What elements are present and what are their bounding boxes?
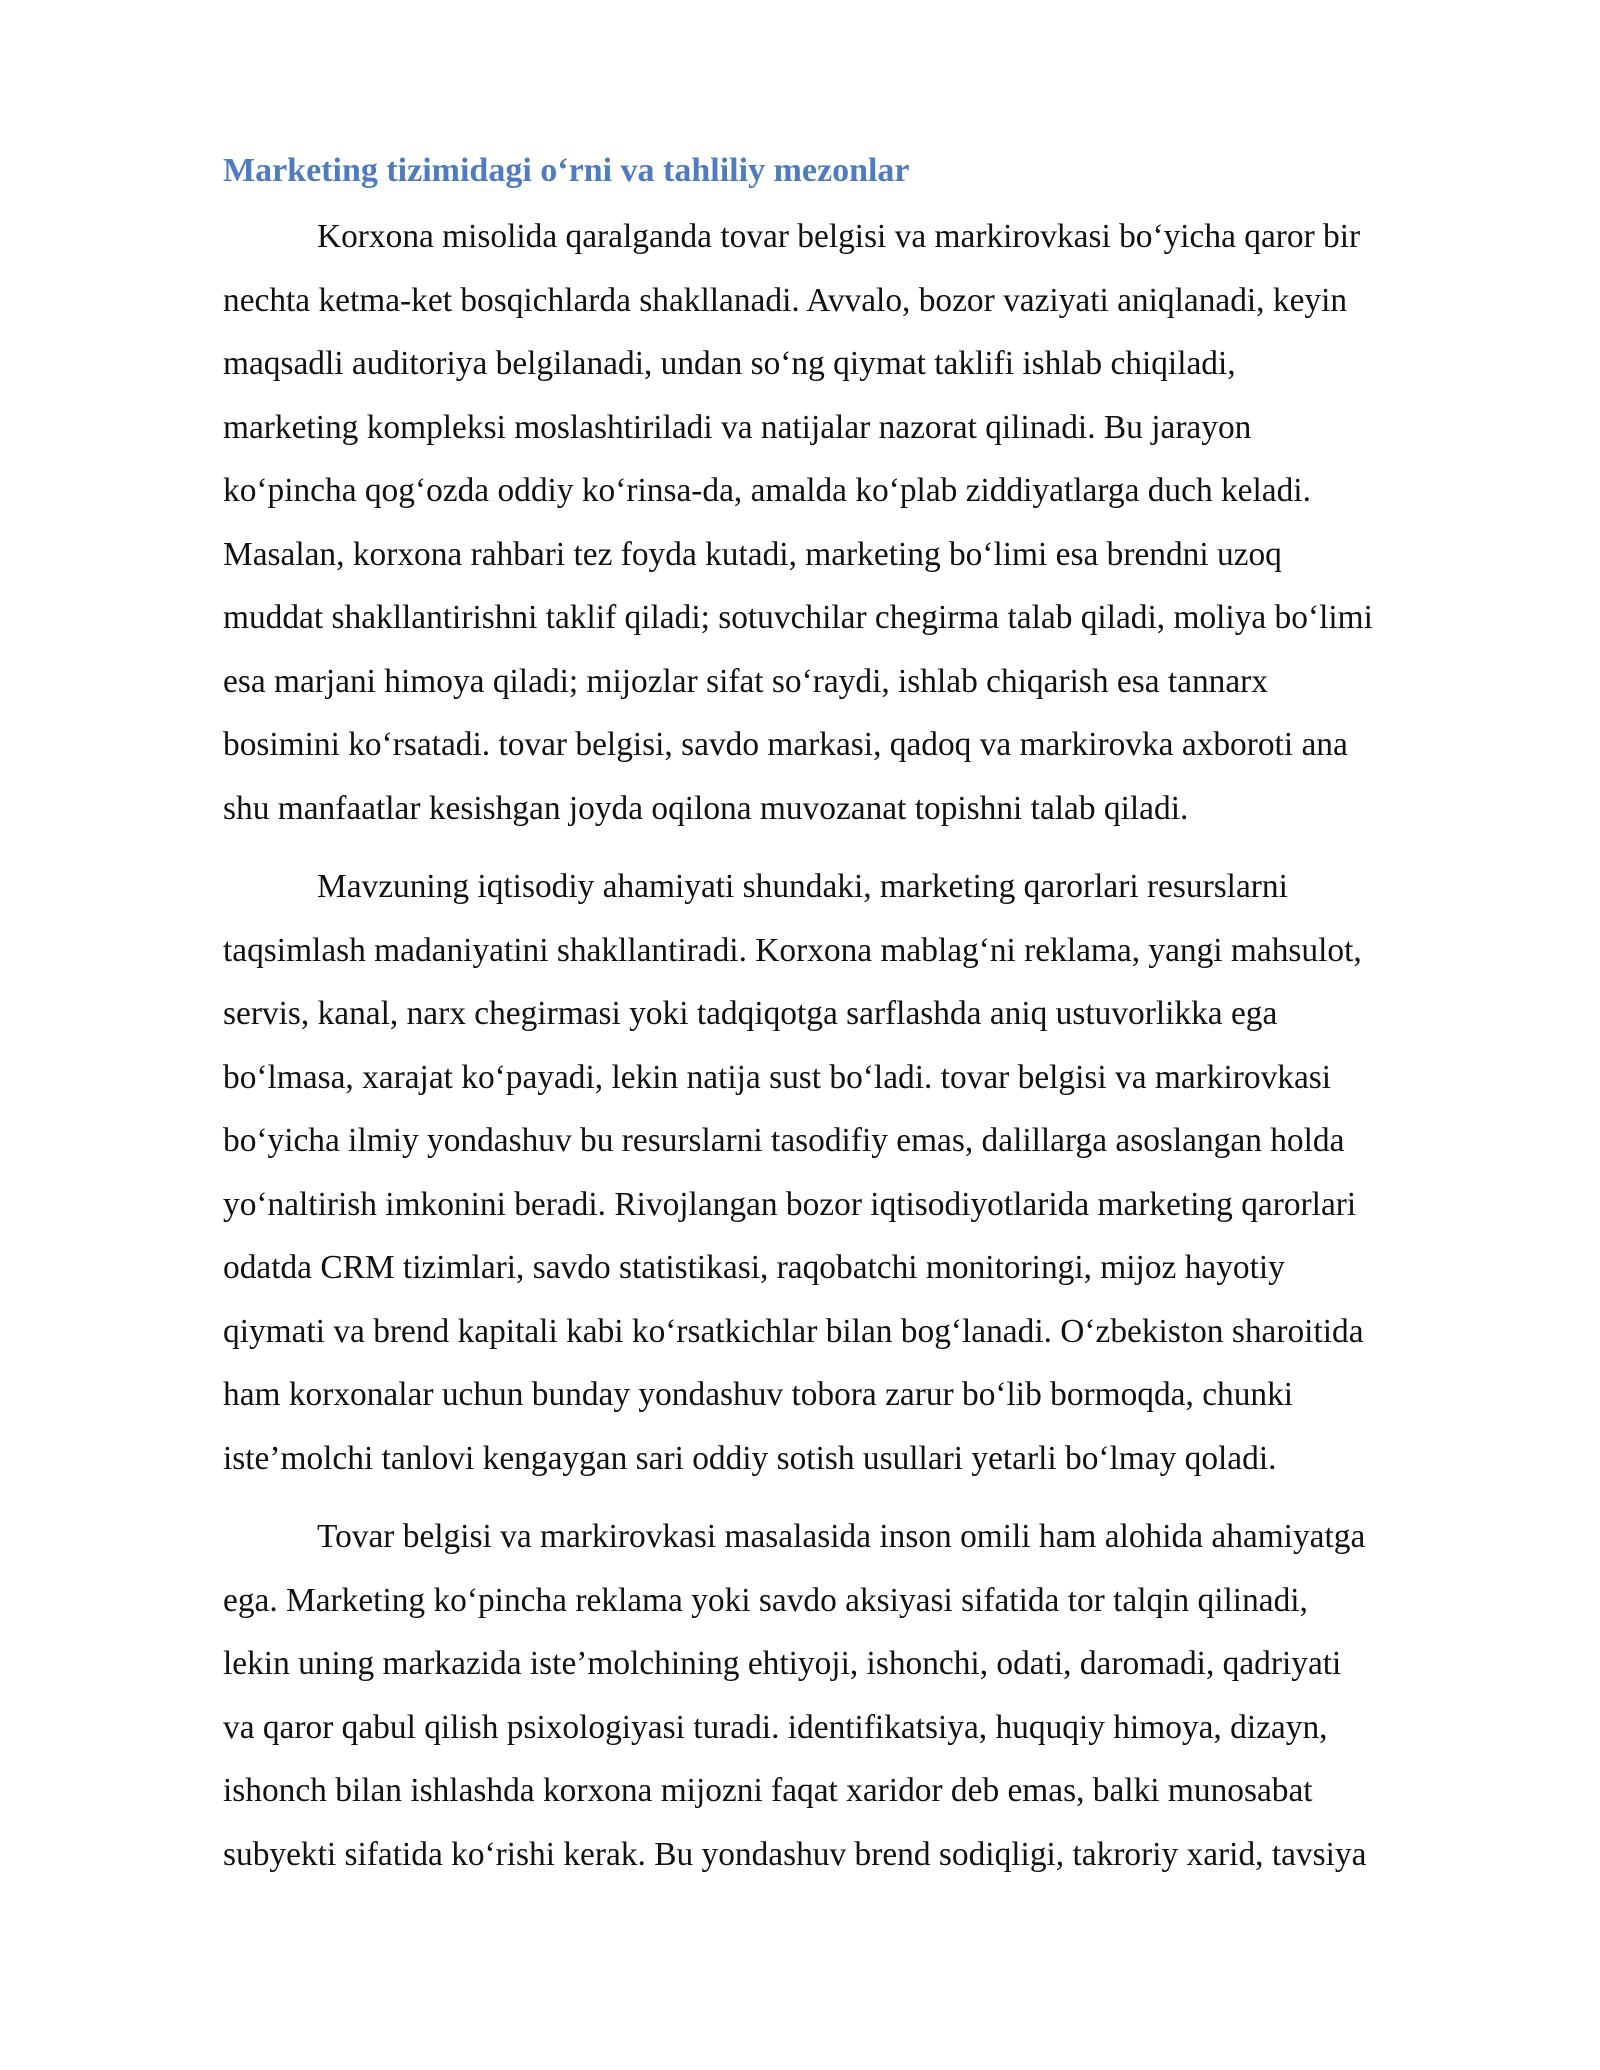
text-line: iste’molchi tanlovi kengaygan sari oddiy sotish usullari yetarli bo‘lmay qoladi. <box>223 1439 1277 1477</box>
paragraph-1 <box>223 205 1485 840</box>
document-body <box>223 145 1485 1901</box>
text-line: lekin uning markazida iste’molchining ehtiyoji, ishonchi, odati, daromadi, qadriyati <box>223 1645 1342 1682</box>
text-line: marketing kompleksi moslashtiriladi va natijalar nazorat qilinadi. Bu jarayon <box>223 408 1252 446</box>
text-line: bo‘yicha ilmiy yondashuv bu resurslarni tasodifiy emas, dalillarga asoslangan holda <box>223 1122 1345 1159</box>
text-line: shu manfaatlar kesishgan joyda oqilona muvozanat topishni talab qiladi. <box>223 789 1189 827</box>
text-line: Korxona misolida qaralganda tovar belgisi va markirovkasi bo‘yicha qaror bir <box>317 218 1361 255</box>
text-line: bo‘lmasa, xarajat ko‘payadi, lekin natija sust bo‘ladi. tovar belgisi va markirovkasi <box>223 1058 1332 1096</box>
text-line: ega. Marketing ko‘pincha reklama yoki savdo aksiyasi sifatida tor talqin qilinadi, <box>223 1581 1308 1619</box>
text-line: ishonch bilan ishlashda korxona mijozni faqat xaridor deb emas, balki munosabat <box>223 1772 1313 1809</box>
section-heading: Marketing tizimidagi o‘rni va tahliliy mezonlar <box>223 152 910 189</box>
text-line: yo‘naltirish imkonini beradi. Rivojlangan bozor iqtisodiyotlarida marketing qarorlari <box>223 1185 1357 1223</box>
text-line: muddat shakllantirishni taklif qiladi; sotuvchilar chegirma talab qiladi, moliya bo‘limi <box>223 599 1373 636</box>
text-line: maqsadli auditoriya belgilanadi, undan so‘ng qiymat taklifi ishlab chiqiladi, <box>223 345 1236 382</box>
text-line: Mavzuning iqtisodiy ahamiyati shundaki, marketing qarorlari resurslarni <box>317 868 1288 905</box>
text-line: ham korxonalar uchun bunday yondashuv tobora zarur bo‘lib bormoqda, chunki <box>223 1376 1294 1413</box>
text-line: servis, kanal, narx chegirmasi yoki tadqiqotga sarflashda aniq ustuvorlikka ega <box>223 995 1278 1032</box>
text-line: va qaror qabul qilish psixologiyasi turadi. identifikatsiya, huquqiy himoya, dizayn, <box>223 1708 1328 1746</box>
text-line: Masalan, korxona rahbari tez foyda kutadi, marketing bo‘limi esa brendni uzoq <box>223 535 1282 573</box>
paragraph-2 <box>223 855 1485 1490</box>
text-line: ko‘pincha qog‘ozda oddiy ko‘rinsa-da, amalda ko‘plab ziddiyatlarga duch keladi. <box>223 472 1311 509</box>
text-line: Tovar belgisi va markirovkasi masalasida inson omili ham alohida ahamiyatga <box>317 1518 1366 1555</box>
paragraph-3 <box>223 1505 1485 1886</box>
text-line: odatda CRM tizimlari, savdo statistikasi, raqobatchi monitoringi, mijoz hayotiy <box>223 1249 1285 1286</box>
text-line: esa marjani himoya qiladi; mijozlar sifat so‘raydi, ishlab chiqarish esa tannarx <box>223 662 1268 700</box>
text-line: subyekti sifatida ko‘rishi kerak. Bu yondashuv brend sodiqligi, takroriy xarid, tavsiya <box>223 1835 1367 1873</box>
text-line: taqsimlash madaniyatini shakllantiradi. Korxona mablag‘ni reklama, yangi mahsulot, <box>223 931 1362 969</box>
text-line: nechta ketma-ket bosqichlarda shakllanadi. Avvalo, bozor vaziyati aniqlanadi, keyin <box>223 281 1348 319</box>
text-line: bosimini ko‘rsatadi. tovar belgisi, savdo markasi, qadoq va markirovka axboroti ana <box>223 726 1348 763</box>
text-line: qiymati va brend kapitali kabi ko‘rsatkichlar bilan bog‘lanadi. O‘zbekiston sharoitida <box>223 1312 1364 1350</box>
